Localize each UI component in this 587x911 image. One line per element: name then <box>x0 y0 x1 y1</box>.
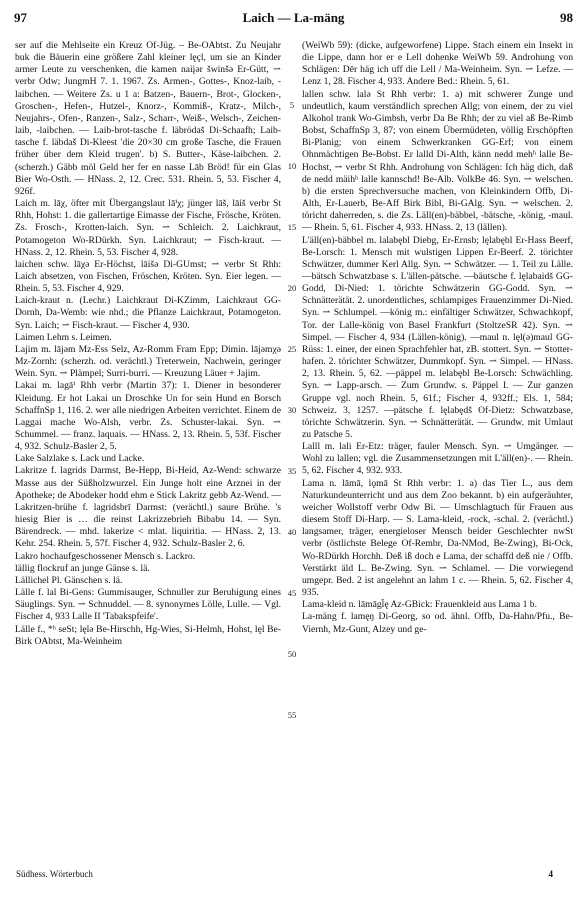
left-column <box>15 40 281 648</box>
entry-paragraph: lallen schw. lalə St Rhh verbr: 1. a) mit schwerer Zunge und undeutlich, kaum verständlich sprechen Allg; von einem, der zu viel Alkohol trank Wo-Gimbsh, verbr Da Be Rhh; der zu viel aß Be-Rimb Bobst, SchaffnSp 3, 87; von einem Übermüdeten, völlig Erschöpften Bi-Planig; von einem Schwerkranken GG-Erf; von einem Ohnmächtigen Be-Bobst. Er lalld Di-Alth, känn nedd mehʰ lalle Be-Hochst, ⇀ verbr St Rhh. Androhung von Schlägen: Ich häg dich, daß de nedd mäihʰ lalle kannschd! Be-Alb. VolkBe 46. Syn. ⇀ welschen. b) die ersten Sprechversuche machen, von Kleinkindern Offb, Di-Alth, Er-Lauerb, Be-Aff Birk Bibl, Bi-GAlg. Syn. ⇀ welschen. 2. töricht daherreden, s. die Zs. Läll(en)-bäbbel, -bätsche, -könig, -maul. — Rhein. 5, 61. Fischer 4, 933. HNass. 2, 13 (lällen). <box>302 88 573 234</box>
line-number: 40 <box>287 527 297 537</box>
page-number-right: 98 <box>560 10 573 25</box>
entry-paragraph: Lama-kleid n. lāmāgl̄ę Az-GBick: Frauenkleid aus Lama 1 b. <box>302 599 537 611</box>
line-number: 30 <box>287 405 297 415</box>
line-number: 55 <box>287 710 297 720</box>
entry-paragraph: Lakro hochaufgeschossener Mensch s. Lackro. <box>15 550 196 562</box>
entry-paragraph: Laich-kraut n. (Lechr.) Laichkraut Di-KZimm, Laichkraut GG-Dornh, Da-Wemb: wie nhd.; die Pflanze Laichkraut, Potamogeton. Syn. Laich; ⇀ Fisch-kraut. — Fischer 4, 930. <box>15 295 281 331</box>
entry-paragraph: ser auf die Mehlseite ein Kreuz Of-Jüg. – Be-OAbtst. Zu Neujahr buk die Bäuerin eine größere Zahl kleiner lęçl, um sie an Kinder armer Leute zu verschenken, die kamen naiįər šwinšə Er-Gütt, ⇀ verbr Odw; JungmH 7. 1. 1967. Zs. Armen-, Gottes-, Knoz-laib, -laibchen. — Weitere Zs. u 1 a: Batzen-, Bauern-, Brot-, Glocken-, Groschen-, Hefen-, Hutzel-, Knorz-, Kommiß-, Kratz-, Milch-, Neujahrs-, Ofen-, Ranzen-, Salz-, Scharr-, Weiß-, Welsch-, Zeichen-laib, -laibchen. — Laib-brot-tasche f. läbrödaš Di-Schaafh; Laib-tasche f. läbdaš Di-Kleest 'die 20×30 cm große Tasche, die Frauen früher über dem Kleid trugen'. b) S. Butter-, Käse-laibchen. 2. (scherzh.) Gäbb möl Geld her fer en nasse Lāb Bröd! für ein Glas Bier Wo-Osth. — HNass. 2, 12. Crec. 531. Rhein. 5, 53. Fischer 4, 926f. <box>15 40 281 197</box>
line-number: 35 <box>287 466 297 476</box>
entry-paragraph: Lälle f., *ʰ seSt; lęlə Be-Hirschh, Hg-Wies, Si-Helmh, Hohst, lęl Be-Birk OAbtst, Ma-Weinheim <box>15 623 281 647</box>
right-column <box>302 40 573 636</box>
entry-paragraph: Laimen Lehm s. Leimen. <box>15 331 112 343</box>
entry-paragraph: L'äll(en)-bäbbel m. lalabębl Diebg, Er-Ernsb; lęlabębl Er-Hass Beerf, Be-Lorsch: 1. Mensch mit wulstigen Lippen Er-Beerf. 2. törichter Schwätzer, dummer Kerl Allg. Syn. ⇀ Schwätzer. — 1. Teil zu Lälle. —bätsch Schwatzbase s. L'ällen-pätsche. —bäutsche f. lęlabaidš GG-Godd, Di-Nied: 1. törichte Schwätzerin GG-Godd. Syn. ⇀ Schnätterätät. 2. unordentliches, schlampiges Frauenzimmer Di-Nied. Syn. ⇀ Schlumpel. —könig m.: einfältiger Schwätzer, Schwachkopf, Tor. der Lalle-könig von Basel Frankfurt (StoltzeSR 42). Syn. ⇀ Simpel. — Fischer 4, 934 (Lällen-könig). —maul n. lęl(ə)maul GG-Rüss: 1. einer, der einen Sprachfehler hat, zB. stottert. Syn. ⇀ Stotter-hafen. 2. törichter Schwätzer, Dummkopf. Syn. ⇀ Simpel. — HNass. 2, 13. Rhein. 5, 62. —päppel m. lelabębl Be-Lorsch: Schwächling. Syn. ⇀ Lapp-arsch. — Zum Grundw. s. Päppel I. — Zur ganzen Gruppe vgl. noch Rhein. 5, 61f.; Fischer 4, 932ff.; Els. 1, 584; Schweiz. 3, 1257. —pätsche f. lęlabędš Of-Dietz: Schwatzbase, törichte Schwätzerin. Syn. ⇀ Schnätterätät. — Grundw. mit Umlaut zu Patsche 5. <box>302 234 573 440</box>
entry-paragraph: Lama n. lāmā, lǫmā St Rhh verbr: 1. a) das Tier L., aus dem Naturkundeunterricht und aus dem Zoo bekannt. b) ein aufgeräuhter, weicher Wollstoff verbr Odw Bi. — Umschlagtuch für Frauen aus diesem Stoff Di-Harp. — S. Lama-kleid, -rock, -schal. 2. (verächtl.) langsamer, träger, energieloser Mensch beider Geschlechter nwSt verbr (östlichste Belege Of-Rembr, Da-NMod, Be-Zwing), Bi-Ock, Wo-RDürkh Horchh. Deß iß doch e Lama, der schaffd deß nie / Offb. Verstärkt äld L. Be-Zwing. Syn. ⇀ Schlamel. — Die vorwiegend umgepr. Bed. 2 ist angelehnt an lahm 1 c. — Rhein. 5, 62. Fischer 4, 935. <box>302 477 573 599</box>
line-number: 10 <box>287 161 297 171</box>
entry-paragraph: Lällichel Pl. Gänschen s. lä. <box>15 574 123 586</box>
entry-paragraph: Lake Salzlake s. Lack und Lacke. <box>15 453 145 465</box>
entry-paragraph: lällig flockruf an junge Gänse s. lä. <box>15 562 150 574</box>
page-header <box>14 10 573 28</box>
entry-paragraph: (WeiWb 59): (dicke, aufgeworfene) Lippe. Stach einem ein Insekt in die Lippe, dann hor er e Lell dohenke WeiWb 59. Androhung von Schlägen: Dēr häg ich uff die Lell / Ma-Weinheim. Syn. ⇀ Lefze. — Lenz 1, 28. Fischer 4, 933. Andere Bed.: Rhein. 5, 61. <box>302 40 573 88</box>
running-title: Laich — La-mäng <box>242 10 345 25</box>
entry-paragraph: La-mäng f. lamęŋ Di-Georg, so od. ähnl. Offb, Da-Hahn/Pfu., Be-Viernh, Mz-Gunt, Alzey und ge- <box>302 611 573 635</box>
line-number: 45 <box>287 588 297 598</box>
entry-paragraph: laichen schw. lāχə Er-Höchst, lāišə Di-GUmst; ⇀ verbr St Rhh: Laich absetzen, von Fischen, Fröschen, Kröten. Syn. Eier legen. — Rhein. 5, 53. Fischer 4, 929. <box>15 258 281 295</box>
entry-paragraph: Lajim m. lājəm Mz-Ess Selz, Az-Romm Fram Epp; Dimin. lājəmχə Mz-Zornh: (scherzh. od. verächtl.) Treterwein, Nachwein, geringer Wein. Syn. ⇀ Plämpel; Surri-burri. — Kreuzung Läuer + Jajim. <box>15 343 281 380</box>
footer-publication: Südhess. Wörterbuch <box>16 869 93 879</box>
entry-paragraph: Lakai m. lagāⁱ Rhh verbr (Martin 37): 1. Diener in besonderer Kleidung. Er hot Lakai un Droschke Un for sein Hund en Borsch SchaffnSp 1, 116. 2. wer alle niedrigen Arbeiten verrichtet. Einem de Laggai mache Wo-Alsh, verbr. Zs. Schuster-lakai. Syn. ⇀ Schummel. — franz. laquais. — HNass. 2, 13. Rhein. 5, 53f. Fischer 4, 932. Schulz-Basler 2, 5. <box>15 380 281 453</box>
signature-mark: 4 <box>548 869 553 879</box>
line-number: 25 <box>287 344 297 354</box>
line-number: 5 <box>289 100 295 110</box>
line-number: 50 <box>287 649 297 659</box>
entry-paragraph: Laich m. lāχ, öfter mit Übergangslaut lāⁱχ; jünger lāš, lāiš verbr St Rhh, Hohst: 1. die gallertartige Eimasse der Fische, Frösche, Kröten. Zs. Frosch-, Krotten-laich. Syn. ⇀ Schleich. 2. Laichkraut, Potamogeton Wo-RDürkh. Syn. Laichkraut; ⇀ Fisch-kraut. — HNass. 2, 12. Rhein. 5, 53. Fischer 4, 928. <box>15 198 281 258</box>
line-number: 15 <box>287 222 297 232</box>
entry-paragraph: Lalll m. lali Er-Etz: träger, fauler Mensch. Syn. ⇀ Umgänger. — Wohl zu lallen; vgl. die Zusammensetzungen mit L'äll(en)-. — Rhein. 5, 62. Fischer 4, 932. 933. <box>302 441 573 477</box>
line-number: 20 <box>287 283 297 293</box>
entry-paragraph: Lälle f. lal Bi-Gens: Gummisauger, Schnuller zur Beruhigung eines Säuglings. Syn. ⇀ Schnuddel. — 8. synonymes Lölle, Lulle. — Vgl. Fischer 4, 933 Lalle II 'Tabakspfeife'. <box>15 587 281 623</box>
page-number-left: 97 <box>14 10 27 25</box>
entry-paragraph: Lakritze f. lagrids Darmst, Be-Hepp, Bi-Heid, Az-Wend: schwarze Masse aus der Süßholzwurzel. Ein Junge holt eine Arznei in der Apotheke; de Abodeker hodd ehm e Stick Lakritz gebb Az-Wend. — Lakritzen-brühe f. lagridsbrī Darmst: (verächtl.) saure Brühe. 's hiesig Bier is … die reinst Lakrizzebrieh Bibabu 14. — Syn. Bärendreck. — mhd. lakerize < mlat. liquiritia. — HNass. 2, 13. Kehr. 254. Rhein. 5, 57f. Fischer 4, 932. Schulz-Basler 2, 6. <box>15 465 281 550</box>
